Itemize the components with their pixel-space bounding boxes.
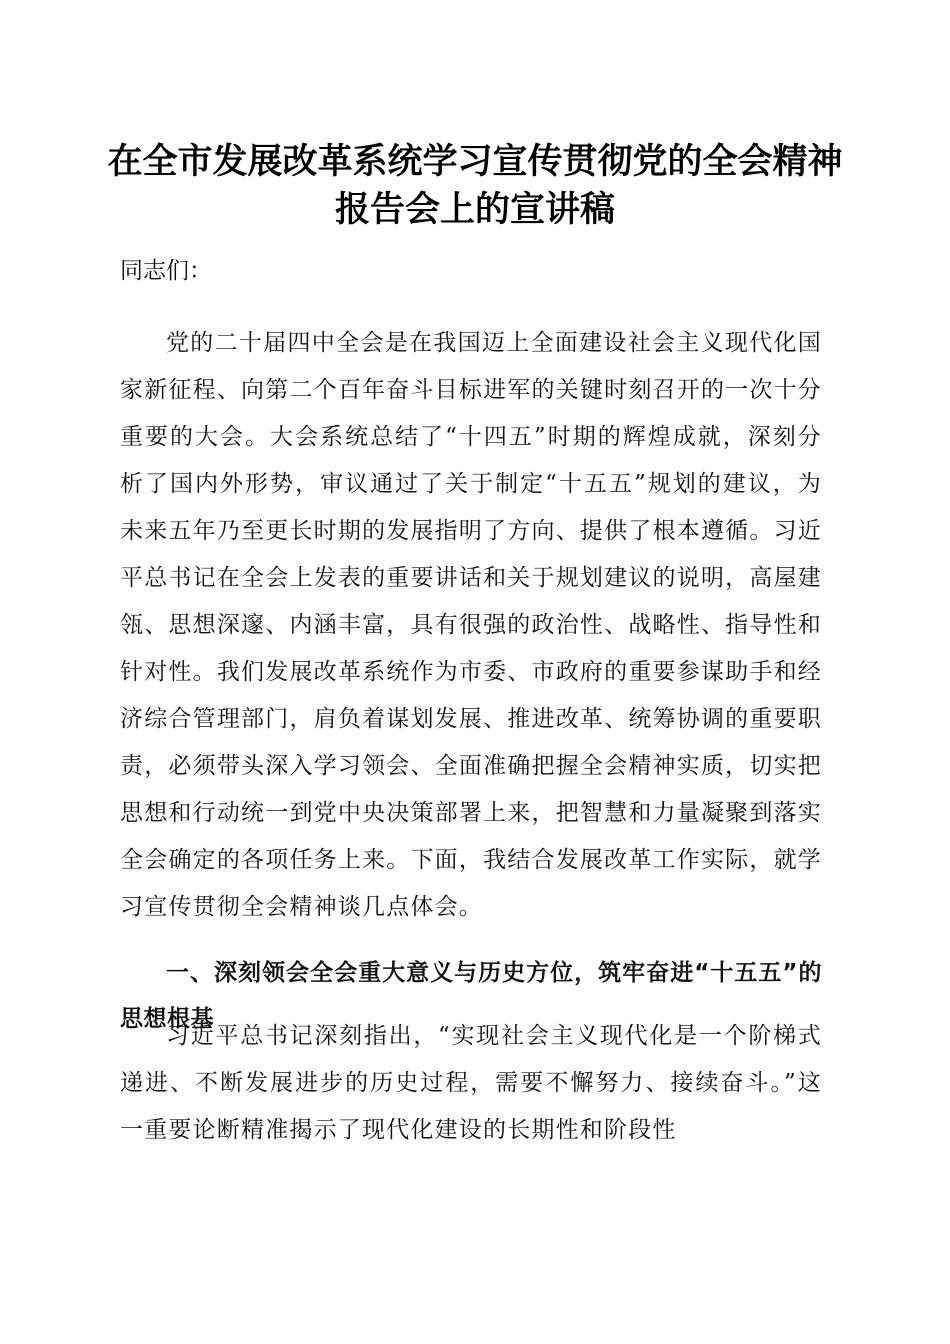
salutation: 同志们： (120, 258, 212, 284)
paragraph-intro: 党的二十届四中全会是在我国迈上全面建设社会主义现代化国家新征程、向第二个百年奋斗目标进军的关键时刻召开的一次十分重要的大会。大会系统总结了“十四五”时期的辉煌成就，深刻分析了国内外形势，审议通过了关于制定“十五五”规划的建议，为未来五年乃至更长时期的发展指明了方向、提供了根本遵循。习近平总书记在全会上发表的重要讲话和关于规划建议的说明，高屋建瓴、思想深邃、内涵丰富，具有很强的政治性、战略性、指导性和针对性。我们发展改革系统作为市委、市政府的重要参谋助手和经济综合管理部门，肩负着谋划发展、推进改革、统筹协调的重要职责，必须带头深入学习领会、全面准确把握全会精神实质，切实把思想和行动统一到党中央决策部署上来，把智慧和力量凝聚到落实全会确定的各项任务上来。下面，我结合发展改革工作实际，就学习宣传贯彻全会精神谈几点体会。 (120, 330, 822, 920)
section-heading-1: 一、深刻领会全会重大意义与历史方位，筑牢奋进“十五五”的思想根基 (120, 960, 822, 1032)
paragraph-section-1: 习近平总书记深刻指出，“实现社会主义现代化是一个阶梯式递进、不断发展进步的历史过程，需要不懈努力、接续奋斗。”这一重要论断精准揭示了现代化建设的长期性和阶段性 (120, 1023, 822, 1143)
document-title: 在全市发展改革系统学习宣传贯彻党的全会精神报告会上的宣讲稿 (107, 141, 843, 230)
